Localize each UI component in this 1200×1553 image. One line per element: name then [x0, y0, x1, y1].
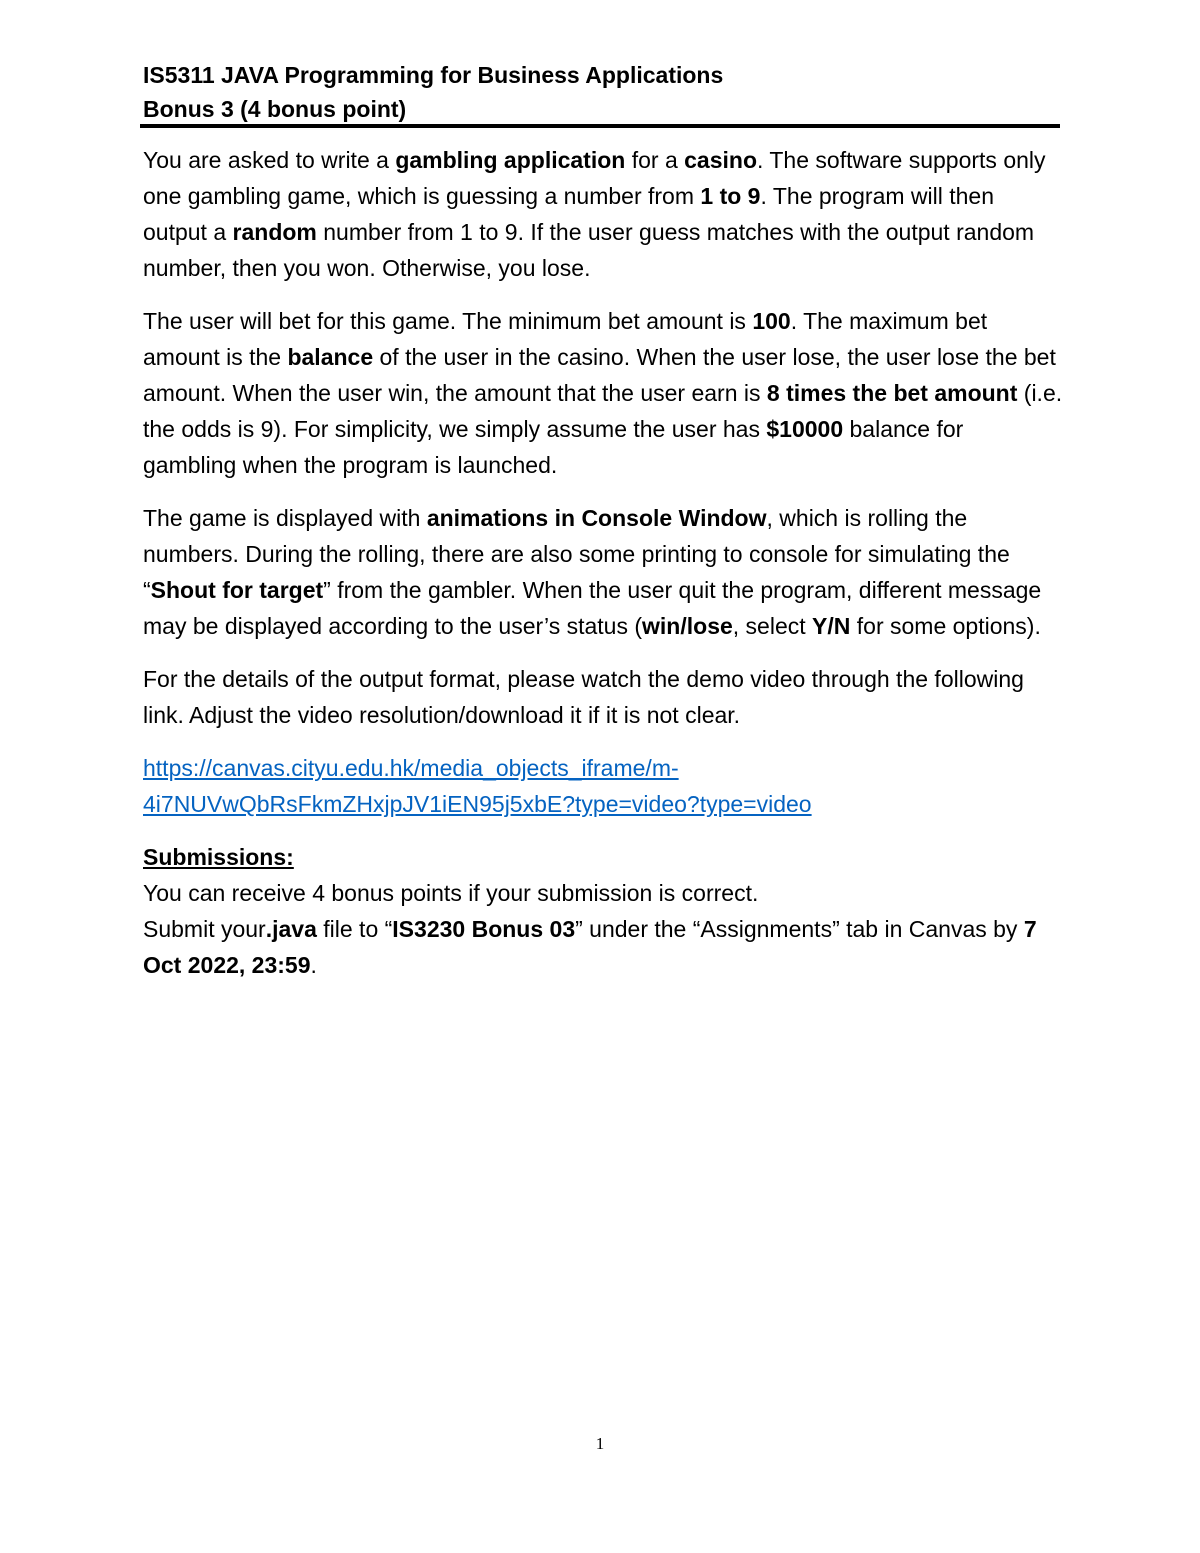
- bold-run: random: [232, 219, 317, 245]
- text-run: The game is displayed with: [143, 505, 427, 531]
- text-run: for some options).: [850, 613, 1041, 639]
- demo-video-link-line1[interactable]: https://canvas.cityu.edu.hk/media_objects_iframe/m-: [143, 755, 679, 781]
- intro-paragraph: [143, 142, 1063, 286]
- text-run: for a: [625, 147, 685, 173]
- text-run: .: [310, 952, 317, 978]
- submissions-heading-text: Submissions:: [143, 844, 294, 870]
- text-run: Submit your: [143, 916, 266, 942]
- details-paragraph: For the details of the output format, please watch the demo video through the following link. Adjust the video resolution/download it if it is not clear.: [143, 666, 1024, 728]
- demo-video-link-line2[interactable]: 4i7NUVwQbRsFkmZHxjpJV1iEN95j5xbE?type=video?type=video: [143, 791, 812, 817]
- bold-run: casino: [684, 147, 758, 173]
- bold-run: Shout for target: [150, 577, 324, 603]
- bold-run: gambling application: [395, 147, 626, 173]
- course-title: IS5311 JAVA Programming for Business Applications: [143, 62, 724, 88]
- bold-run: 7 Oct 2022, 23:59: [143, 916, 1037, 978]
- submissions-heading: [143, 839, 1063, 875]
- submissions-line2: [143, 911, 1063, 983]
- bold-run: win/lose: [642, 613, 733, 639]
- text-run: file to “: [316, 916, 393, 942]
- text-run: (i.e. the odds is 9). For simplicity, we simply assume the user has: [143, 380, 1063, 442]
- text-run: . The program will then output a: [143, 183, 994, 245]
- document-body: [143, 142, 1063, 983]
- submissions-line1: You can receive 4 bonus points if your submission is correct.: [143, 880, 759, 906]
- bold-run: IS3230 Bonus 03: [392, 916, 576, 942]
- bold-run: 8 times the bet amount: [766, 380, 1018, 406]
- text-run: ” under the “Assignments” tab in Canvas by: [575, 916, 1024, 942]
- bold-run: 1 to 9: [700, 183, 761, 209]
- betting-paragraph: [143, 303, 1063, 483]
- demo-video-link[interactable]: [143, 750, 1063, 822]
- bold-run: animations in Console Window: [426, 505, 767, 531]
- text-run: of the user in the casino. When the user lose, the user lose the bet amount. When the user win, the amount that the user earn is: [143, 344, 1056, 406]
- text-run: . The software supports only one gambling game, which is guessing a number from: [143, 147, 1046, 209]
- bold-run: balance: [287, 344, 374, 370]
- text-run: balance for gambling when the program is launched.: [143, 416, 964, 478]
- header-divider: [140, 124, 1060, 128]
- text-run: You are asked to write a: [143, 147, 396, 173]
- bold-run: Y/N: [812, 613, 851, 639]
- text-run: , select: [732, 613, 813, 639]
- bold-run: .java: [265, 916, 317, 942]
- text-run: . The maximum bet amount is the: [143, 308, 988, 370]
- bonus-title: Bonus 3 (4 bonus point): [143, 96, 407, 122]
- bold-run: 100: [752, 308, 791, 334]
- document-header: [143, 58, 1060, 126]
- bold-run: $10000: [766, 416, 844, 442]
- text-run: number from 1 to 9. If the user guess matches with the output random number, then you won. Otherwise, you lose.: [143, 219, 1035, 281]
- text-run: ” from the gambler. When the user quit the program, different message may be displayed according to the user’s status (: [143, 577, 1042, 639]
- text-run: , which is rolling the numbers. During the rolling, there are also some printing to console for simulating the “: [143, 505, 1010, 603]
- page-number: 1: [595, 1434, 605, 1453]
- display-paragraph: [143, 500, 1063, 644]
- text-run: The user will bet for this game. The minimum bet amount is: [143, 308, 753, 334]
